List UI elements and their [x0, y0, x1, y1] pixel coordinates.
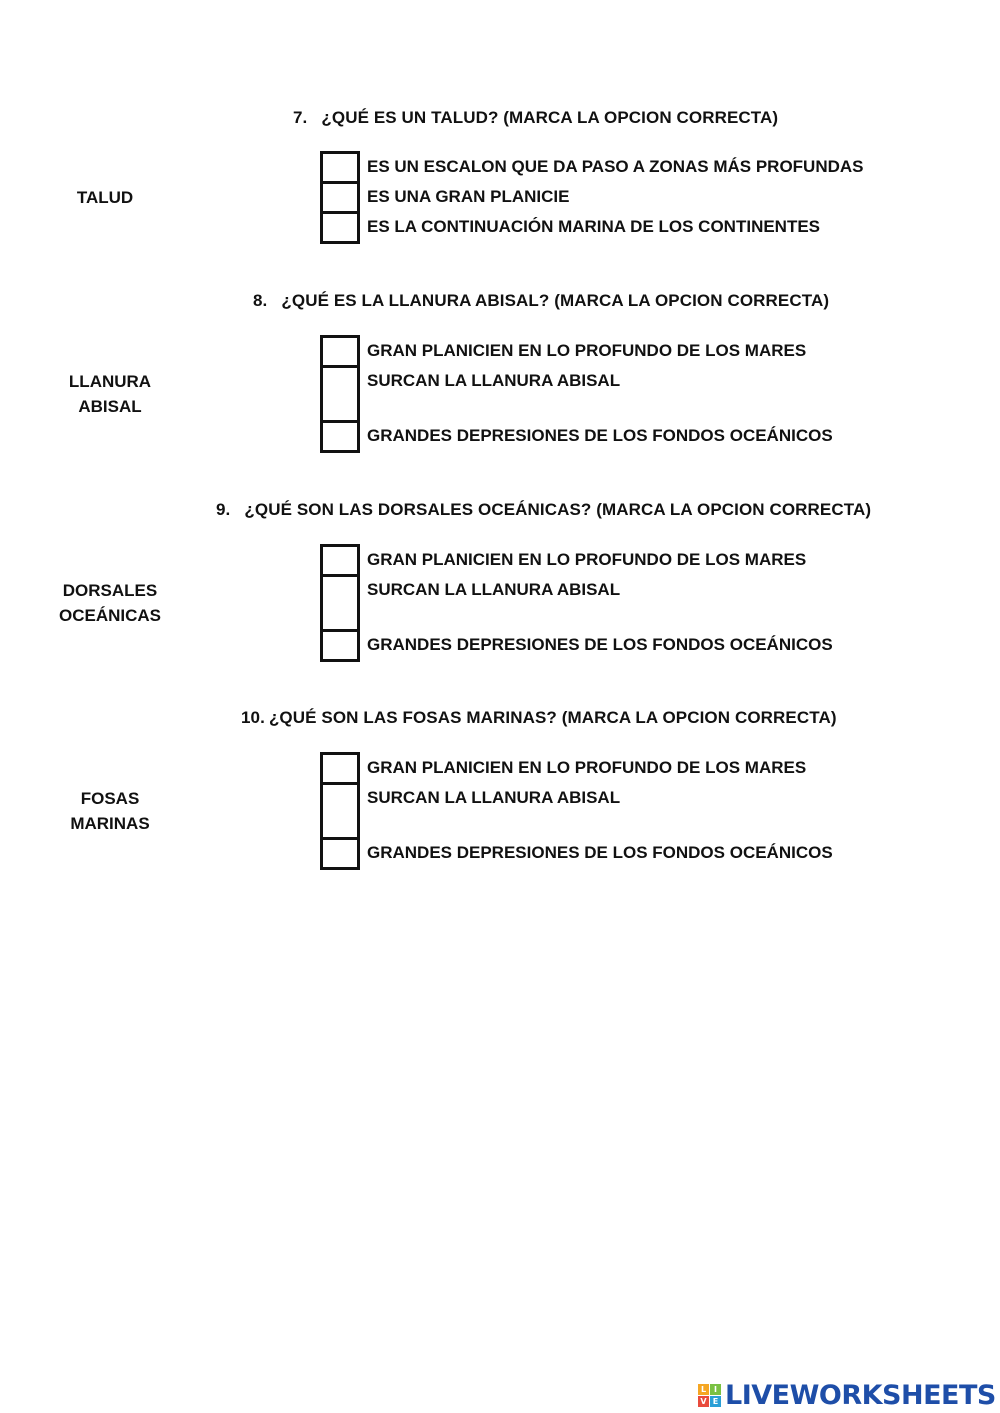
- logo-mark-icon: [698, 1384, 721, 1407]
- logo-mark-letter: L: [698, 1384, 709, 1395]
- side-label-line: FOSAS: [80, 789, 140, 808]
- option-label[interactable]: GRAN PLANICIEN EN LO PROFUNDO DE LOS MARES: [367, 550, 807, 569]
- question-number: 7.: [293, 108, 308, 127]
- logo-mark-letter: V: [698, 1396, 709, 1407]
- option-checkbox[interactable]: [320, 420, 360, 453]
- option-checkbox[interactable]: [320, 211, 360, 244]
- option-checkbox[interactable]: [320, 752, 360, 785]
- option-label[interactable]: GRANDES DEPRESIONES DE LOS FONDOS OCEÁNICOS: [367, 426, 833, 445]
- question-number: 8.: [253, 291, 268, 310]
- option-checkbox[interactable]: [320, 837, 360, 870]
- question-text: ¿QUÉ SON LAS FOSAS MARINAS? (MARCA LA OPCION CORRECTA): [268, 708, 837, 727]
- option-checkbox[interactable]: [320, 181, 360, 214]
- option-label[interactable]: ES LA CONTINUACIÓN MARINA DE LOS CONTINENTES: [367, 217, 821, 236]
- side-label-line: LLANURA: [68, 372, 152, 391]
- question-9-title: [216, 500, 871, 520]
- option-checkbox[interactable]: [320, 544, 360, 577]
- question-text: ¿QUÉ SON LAS DORSALES OCEÁNICAS? (MARCA LA OPCION CORRECTA): [244, 500, 872, 519]
- side-label-line: ABISAL: [78, 397, 142, 416]
- option-label[interactable]: SURCAN LA LLANURA ABISAL: [367, 371, 621, 390]
- option-checkbox[interactable]: [320, 574, 360, 632]
- option-label[interactable]: SURCAN LA LLANURA ABISAL: [367, 580, 621, 599]
- liveworksheets-logo: [698, 1380, 996, 1411]
- option-label[interactable]: GRANDES DEPRESIONES DE LOS FONDOS OCEÁNICOS: [367, 843, 833, 862]
- side-label-talud: [45, 185, 165, 210]
- side-label-llanura-abisal: [50, 369, 170, 419]
- question-text: ¿QUÉ ES LA LLANURA ABISAL? (MARCA LA OPCION CORRECTA): [281, 291, 830, 310]
- logo-mark-letter: I: [710, 1384, 721, 1395]
- option-label[interactable]: ES UNA GRAN PLANICIE: [367, 187, 570, 206]
- side-label-dorsales-oceanicas: [50, 578, 170, 628]
- side-label-line: TALUD: [76, 188, 134, 207]
- option-label[interactable]: ES UN ESCALON QUE DA PASO A ZONAS MÁS PROFUNDAS: [367, 157, 864, 176]
- question-number: 9.: [216, 500, 231, 519]
- question-10-title: [241, 708, 837, 728]
- option-checkbox[interactable]: [320, 151, 360, 184]
- option-checkbox[interactable]: [320, 782, 360, 840]
- option-checkbox[interactable]: [320, 629, 360, 662]
- option-label[interactable]: GRAN PLANICIEN EN LO PROFUNDO DE LOS MARES: [367, 341, 807, 360]
- question-number: 10.: [241, 708, 265, 727]
- question-text: ¿QUÉ ES UN TALUD? (MARCA LA OPCION CORRECTA): [321, 108, 779, 127]
- side-label-fosas-marinas: [50, 786, 170, 836]
- side-label-line: OCEÁNICAS: [58, 606, 161, 625]
- logo-mark-letter: E: [710, 1396, 721, 1407]
- question-7-title: [293, 108, 778, 128]
- option-label[interactable]: SURCAN LA LLANURA ABISAL: [367, 788, 621, 807]
- option-checkbox[interactable]: [320, 335, 360, 368]
- option-label[interactable]: GRANDES DEPRESIONES DE LOS FONDOS OCEÁNICOS: [367, 635, 833, 654]
- option-checkbox[interactable]: [320, 365, 360, 423]
- side-label-line: DORSALES: [62, 581, 158, 600]
- side-label-line: MARINAS: [70, 814, 150, 833]
- question-8-title: [253, 291, 829, 311]
- logo-text: LIVEWORKSHEETS: [725, 1380, 996, 1411]
- option-label[interactable]: GRAN PLANICIEN EN LO PROFUNDO DE LOS MARES: [367, 758, 807, 777]
